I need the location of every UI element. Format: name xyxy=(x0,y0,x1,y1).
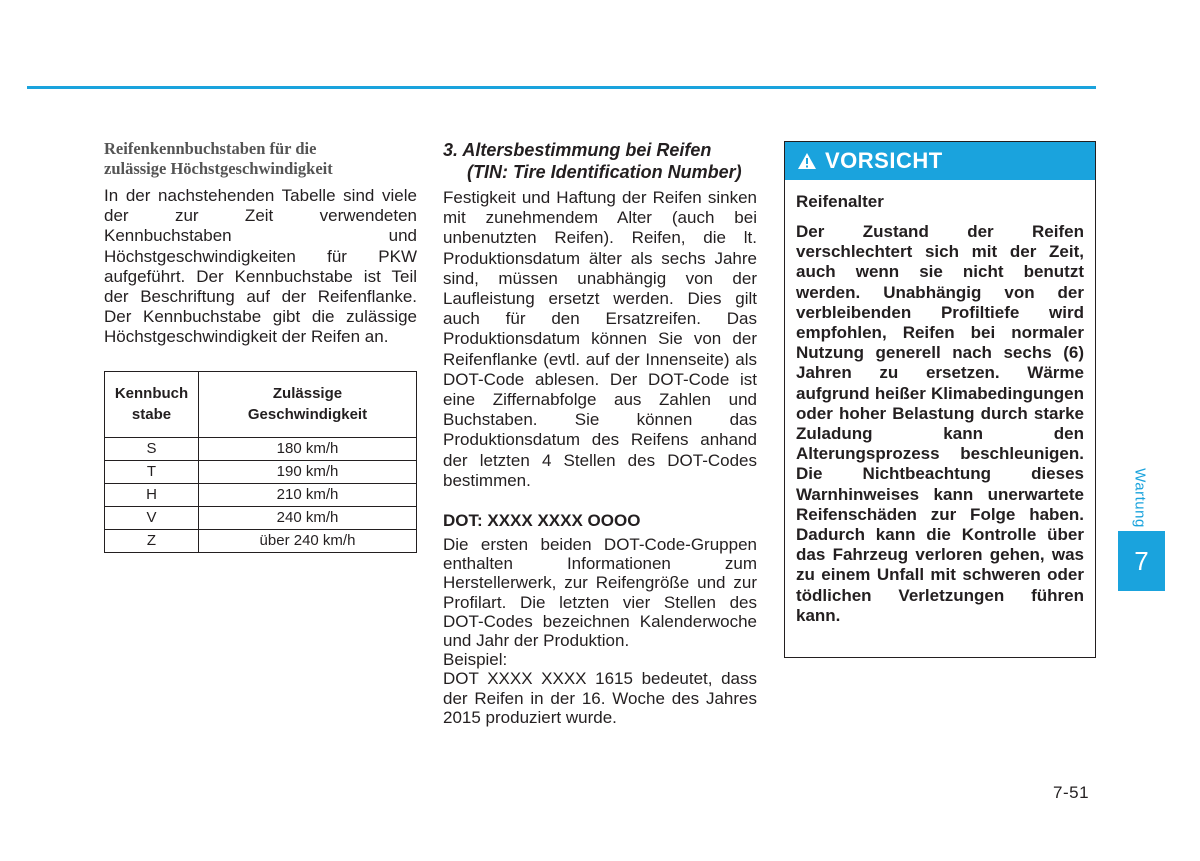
caution-header xyxy=(785,142,1095,180)
column-middle xyxy=(443,139,757,727)
tire-age-paragraph: Festigkeit und Haftung der Reifen sinken mit zunehmendem Alter (auch bei unbenutzten Reifen). Reifen, die lt. Produktionsdatum älter als sechs Jahre sind, müssen unabhängig von der Laufleistung ersetzt werden. Dies gilt auch für den Ersatzreifen. Das Produktionsdatum können Sie von der Reifenflanke (evtl. auf der Innenseite) als DOT-Code ablesen. Der DOT-Code ist eine Ziffernabfolge aus Zahlen und Buchstaben. Sie können das Produktionsdatum des Reifens anhand der letzten 4 Stellen des DOT-Codes bestimmen. xyxy=(443,188,757,490)
example-label: Beispiel: xyxy=(443,650,508,670)
page-number: 7-51 xyxy=(1053,783,1090,802)
caution-body xyxy=(785,180,1095,626)
column-left xyxy=(104,139,417,553)
table-cell-letter: V xyxy=(105,506,199,529)
table-cell-speed: 190 km/h xyxy=(199,460,417,483)
caution-title: VORSICHT xyxy=(825,148,943,173)
heading-line: (TIN: Tire Identification Number) xyxy=(467,162,742,182)
table-row xyxy=(105,529,417,552)
dot-code-paragraph: Die ersten beiden DOT-Code-Gruppen enthalten Informationen zum Herstellerwerk, zur Reifengröße und zur Profilart. Die letzten vier Stellen des DOT-Codes bezeichnen Kalenderwoche und Jahr der Produktion. xyxy=(443,535,757,651)
table-header-letter xyxy=(105,371,199,437)
table-cell-letter: S xyxy=(105,437,199,460)
heading-line: 3. Altersbestimmung bei Reifen xyxy=(443,140,712,160)
header-line: Geschwindigkeit xyxy=(247,406,368,424)
tire-age-heading xyxy=(443,139,757,183)
example-text: DOT XXXX XXXX 1615 bedeutet, dass der Reifen in der 16. Woche des Jahres 2015 produziert wurde. xyxy=(443,669,757,727)
table-header-row xyxy=(105,371,417,437)
table-cell-speed: 180 km/h xyxy=(199,437,417,460)
table-row xyxy=(105,460,417,483)
header-line: stabe xyxy=(131,406,172,424)
table-cell-letter: H xyxy=(105,483,199,506)
chapter-tab: 7 xyxy=(1118,531,1165,591)
table-cell-speed: 240 km/h xyxy=(199,506,417,529)
heading-line: zulässige Höchstgeschwindigkeit xyxy=(104,159,333,178)
header-line: Zulässige xyxy=(272,385,343,403)
caution-box xyxy=(784,141,1096,658)
table-cell-letter: T xyxy=(105,460,199,483)
header-line: Kennbuch xyxy=(114,385,189,403)
table-row xyxy=(105,483,417,506)
table-row xyxy=(105,506,417,529)
speed-rating-heading xyxy=(104,139,417,179)
speed-rating-paragraph: In der nachstehenden Tabelle sind viele der zur Zeit verwendeten Kennbuchstaben und Höchstgeschwindigkeiten für PKW aufgeführt. Der Kennbuchstabe ist Teil der Beschriftung auf der Reifenflanke. Der Kennbuchstabe gibt die zulässige Höchstgeschwindigkeit der Reifen an. xyxy=(104,186,417,347)
chapter-name: Wartung xyxy=(1131,468,1149,528)
chapter-side-label xyxy=(1130,463,1150,533)
table-cell-letter: Z xyxy=(105,529,199,552)
table-header-speed xyxy=(199,371,417,437)
table-cell-speed: 210 km/h xyxy=(199,483,417,506)
caution-subtitle: Reifenalter xyxy=(796,192,884,211)
dot-code-heading: DOT: XXXX XXXX OOOO xyxy=(443,511,641,531)
table-row xyxy=(105,437,417,460)
table-cell-speed: über 240 km/h xyxy=(199,529,417,552)
caution-text: Der Zustand der Reifen verschlechtert sich mit der Zeit, auch wenn sie nicht benutzt werden. Unabhängig von der verbleibenden Profiltiefe wird empfohlen, Reifen bei normaler Nutzung generell nach sechs (6) Jahren zu ersetzen. Wärme aufgrund heißer Klimabedingungen oder hoher Belastung durch starke Zuladung kann den Alterungsprozess beschleunigen. Die Nichtbeachtung dieses Warnhinweises kann unerwartete Reifenschäden zur Folge haben. Dadurch kann die Kontrolle über das Fahrzeug verloren gehen, was zu einem Unfall mit schweren oder tödlichen Verletzungen führen kann. xyxy=(796,222,1084,625)
speed-rating-table xyxy=(104,371,417,553)
heading-line: Reifenkennbuchstaben für die xyxy=(104,139,317,158)
top-rule xyxy=(27,86,1096,89)
warning-triangle-icon xyxy=(797,152,817,170)
